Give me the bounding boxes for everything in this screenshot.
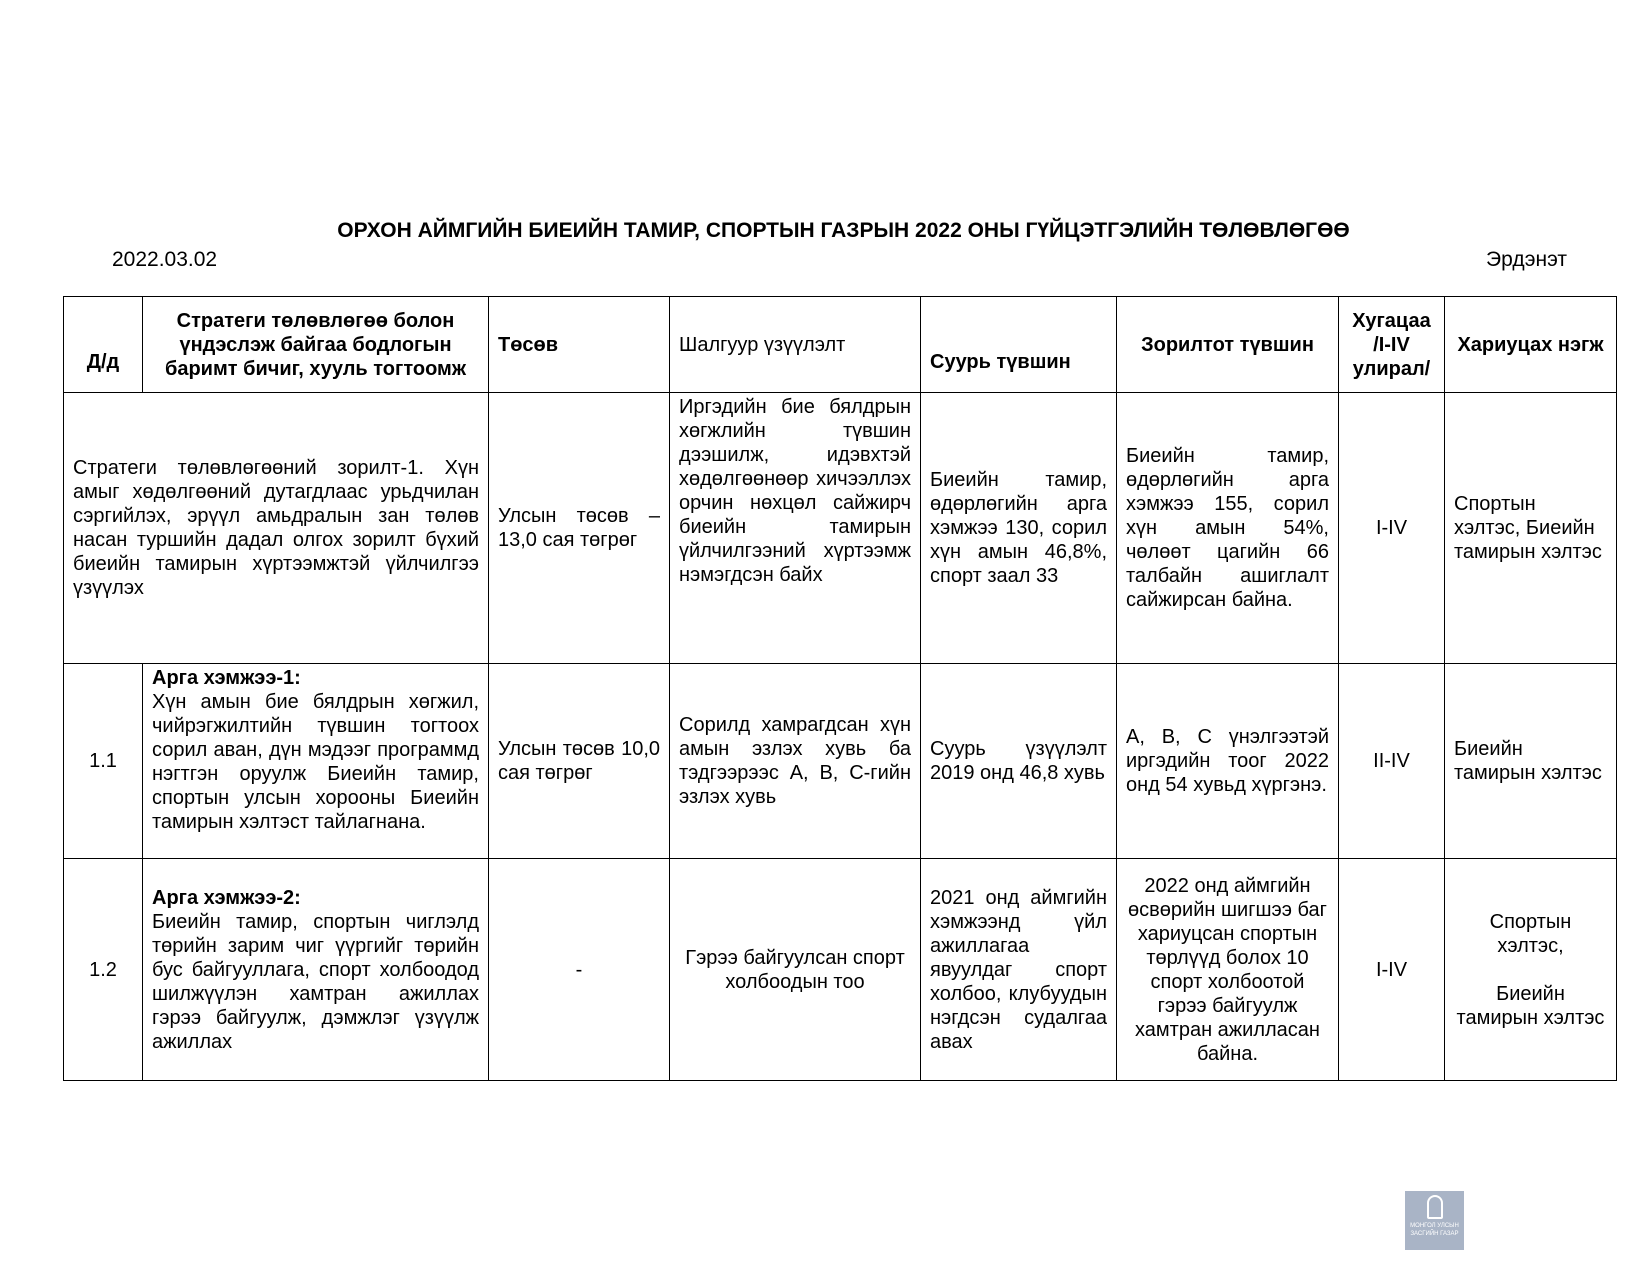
- action-cell: [143, 664, 489, 859]
- header-criteria: Шалгуур үзүүлэлт: [670, 297, 921, 393]
- document-title: ОРХОН АЙМГИЙН БИЕИЙН ТАМИР, СПОРТЫН ГАЗРЫН 2022 ОНЫ ГҮЙЦЭТГЭЛИЙН ТӨЛӨВЛӨГӨӨ: [337, 219, 1350, 242]
- target-cell: 2022 онд аймгийн өсвөрийн шигшээ баг хариуцсан спортын төрлүүд болох 10 спорт холбоотой гэрээ байгуулж хамтран ажилласан байна.: [1117, 859, 1339, 1081]
- row-number-cell: 1.1: [64, 664, 143, 859]
- seal-line: МОНГОЛ УЛСЫН: [1410, 1223, 1459, 1229]
- baseline-cell: Биеийн тамир, өдөрлөгийн арга хэмжээ 130, сорил хүн амын 46,8%, спорт заал 33: [921, 393, 1117, 664]
- table-row: [64, 393, 1617, 664]
- action-cell: [143, 859, 489, 1081]
- responsible-line: Биеийн тамирын хэлтэс: [1456, 982, 1605, 1029]
- action-title: Арга хэмжээ-1:: [152, 667, 301, 689]
- header-baseline: Суурь түвшин: [921, 297, 1117, 393]
- soyombo-icon: [1427, 1195, 1443, 1219]
- budget-cell: Улсын төсөв – 13,0 сая төгрөг: [489, 393, 670, 664]
- header-budget: Төсөв: [489, 297, 670, 393]
- term-cell: I-IV: [1339, 859, 1445, 1081]
- strategy-goal-cell: Стратеги төлөвлөгөөний зорилт-1. Хүн амыг хөдөлгөөний дутагдлаас урьдчилан сэргийлэх, эрүүл амьдралын зан төлөв насан туршийн дадал олгох зорилт бүхий биеийн тамирын хүртээмжтэй үйлчилгээ үзүүлэх: [64, 393, 489, 664]
- responsible-cell: Спортын хэлтэс, Биеийн тамирын хэлтэс: [1445, 393, 1617, 664]
- header-term: Хугацаа /I-IV улирал/: [1339, 297, 1445, 393]
- document-place: Эрдэнэт: [1486, 248, 1567, 271]
- header-strategy: Стратеги төлөвлөгөө болон үндэслэж байгаа бодлогын баримт бичиг, хууль тогтоомж: [143, 297, 489, 393]
- table-header-row: [64, 297, 1617, 393]
- table-row: [64, 664, 1617, 859]
- plan-table: [63, 296, 1617, 1081]
- header-no: Д/д: [64, 297, 143, 393]
- baseline-cell: Суурь үзүүлэлт 2019 онд 46,8 хувь: [921, 664, 1117, 859]
- row-number-cell: 1.2: [64, 859, 143, 1081]
- criteria-cell: Гэрээ байгуулсан спорт холбоодын тоо: [670, 859, 921, 1081]
- responsible-cell: Биеийн тамирын хэлтэс: [1445, 664, 1617, 859]
- responsible-line: Спортын хэлтэс,: [1489, 910, 1572, 957]
- criteria-cell: Иргэдийн бие бялдрын хөгжлийн түвшин дээшилж, идэвхтэй хөдөлгөөнөөр хичээллэх орчин нөхцөл сайжирч биеийн тамирын үйлчилгээний хүртээмж нэмэгдсэн байх: [670, 393, 921, 664]
- criteria-cell: Сорилд хамрагдсан хүн амын эзлэх хувь ба тэдгээрээс А, В, С-гийн эзлэх хувь: [670, 664, 921, 859]
- action-text: Биеийн тамир, спортын чиглэлд төрийн зарим чиг үүргийг төрийн бус байгууллага, спорт холбоодод шилжүүлэн хамтран ажиллах гэрээ байгуулж, дэмжлэг үзүүлж ажиллах: [152, 910, 479, 1053]
- table-row: [64, 859, 1617, 1081]
- budget-cell: Улсын төсөв 10,0 сая төгрөг: [489, 664, 670, 859]
- responsible-cell: [1445, 859, 1617, 1081]
- budget-cell: -: [489, 859, 670, 1081]
- action-text: Хүн амын бие бялдрын хөгжил, чийрэгжилтийн түвшин тогтоох сорил аван, дүн мэдээг программд нэгтгэн оруулж Биеийн тамир, спортын улсын хорооны Биеийн тамирын хэлтэст тайлагнана.: [152, 691, 479, 833]
- government-seal-logo: [1405, 1191, 1464, 1250]
- header-target: Зорилтот түвшин: [1117, 297, 1339, 393]
- term-cell: II-IV: [1339, 664, 1445, 859]
- term-cell: I-IV: [1339, 393, 1445, 664]
- document-date: 2022.03.02: [112, 248, 218, 271]
- seal-line: ЗАСГИЙН ГАЗАР: [1410, 1231, 1459, 1237]
- target-cell: А, В, С үнэлгээтэй иргэдийн тоог 2022 онд 54 хувьд хүргэнэ.: [1117, 664, 1339, 859]
- header-responsible: Хариуцах нэгж: [1445, 297, 1617, 393]
- action-title: Арга хэмжээ-2:: [152, 886, 301, 909]
- baseline-cell: 2021 онд аймгийн хэмжээнд үйл ажиллагаа явуулдаг спорт холбоо, клубуудын нэгдсэн судалгаа авах: [921, 859, 1117, 1081]
- target-cell: Биеийн тамир, өдөрлөгийн арга хэмжээ 155, сорил хүн амын 54%, чөлөөт цагийн 66 талбайн ашиглалт сайжирсан байна.: [1117, 393, 1339, 664]
